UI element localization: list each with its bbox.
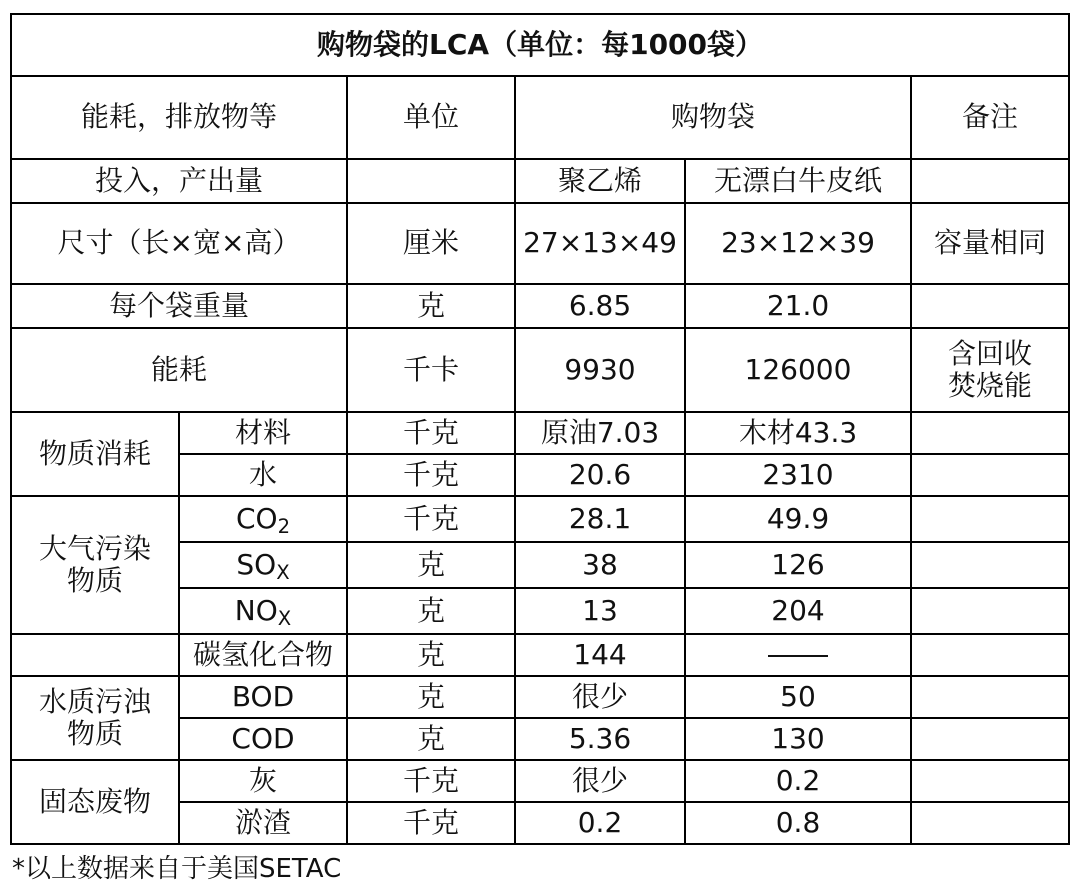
sox-paper: 126 bbox=[685, 542, 911, 588]
footnote: *以上数据来自于美国SETAC bbox=[12, 854, 342, 884]
water-use-pe: 20.6 bbox=[515, 454, 685, 496]
material-item: 材料 bbox=[179, 412, 347, 454]
header-bags: 购物袋 bbox=[515, 76, 911, 159]
air-group bbox=[11, 496, 179, 634]
co2-paper: 49.9 bbox=[685, 496, 911, 542]
table-row bbox=[11, 760, 1069, 802]
hydrocarbon-unit: 克 bbox=[347, 634, 515, 676]
co2-item: $CO_2$ bbox=[179, 496, 347, 542]
ash-unit: 千克 bbox=[347, 760, 515, 802]
hydrocarbon-paper bbox=[685, 634, 911, 676]
energy-remark-line1: 含回收 bbox=[948, 336, 1033, 370]
water-group-line1: 水质污浊 bbox=[38, 684, 151, 718]
energy-pe: 9930 bbox=[515, 328, 685, 412]
material-remark bbox=[911, 412, 1069, 454]
energy-unit: 千卡 bbox=[347, 328, 515, 412]
hydrocarbon-pe: 144 bbox=[515, 634, 685, 676]
bod-remark bbox=[911, 676, 1069, 718]
nox-item: $NO_X$ bbox=[179, 588, 347, 634]
io-remark bbox=[911, 159, 1069, 203]
cod-remark bbox=[911, 718, 1069, 760]
material-group: 物质消耗 bbox=[11, 412, 179, 496]
water-use-paper: 2310 bbox=[685, 454, 911, 496]
energy-label: 能耗 bbox=[11, 328, 347, 412]
weight-pe: 6.85 bbox=[515, 284, 685, 328]
weight-label: 每个袋重量 bbox=[11, 284, 347, 328]
weight-paper: 21.0 bbox=[685, 284, 911, 328]
sox-remark bbox=[911, 542, 1069, 588]
bod-unit: 克 bbox=[347, 676, 515, 718]
cod-unit: 克 bbox=[347, 718, 515, 760]
co2-unit: 千克 bbox=[347, 496, 515, 542]
co2-remark bbox=[911, 496, 1069, 542]
nox-unit: 克 bbox=[347, 588, 515, 634]
nox-remark bbox=[911, 588, 1069, 634]
water-group bbox=[11, 676, 179, 760]
energy-remark-line2: 焚烧能 bbox=[948, 369, 1033, 402]
co2-pe: 28.1 bbox=[515, 496, 685, 542]
dash-mark bbox=[768, 655, 828, 657]
header-item: 能耗，排放物等 bbox=[11, 76, 347, 159]
table-row bbox=[11, 496, 1069, 542]
material-unit: 千克 bbox=[347, 412, 515, 454]
size-paper: 23×12×39 bbox=[685, 203, 911, 284]
weight-remark bbox=[911, 284, 1069, 328]
sludge-item: 淤渣 bbox=[179, 802, 347, 844]
cod-pe: 5.36 bbox=[515, 718, 685, 760]
table-row bbox=[11, 284, 1069, 328]
water-use-item: 水 bbox=[179, 454, 347, 496]
bod-pe: 很少 bbox=[515, 676, 685, 718]
hydrocarbon-item: 碳氢化合物 bbox=[179, 634, 347, 676]
sox-unit: 克 bbox=[347, 542, 515, 588]
water-use-unit: 千克 bbox=[347, 454, 515, 496]
size-label: 尺寸（长×宽×高） bbox=[11, 203, 347, 284]
material-paper: 木材43.3 bbox=[685, 412, 911, 454]
table-row bbox=[11, 412, 1069, 454]
header-unit: 单位 bbox=[347, 76, 515, 159]
sludge-paper: 0.8 bbox=[685, 802, 911, 844]
hydrocarbon-remark bbox=[911, 634, 1069, 676]
energy-paper: 126000 bbox=[685, 328, 911, 412]
sox-item: $SO_X$ bbox=[179, 542, 347, 588]
size-pe: 27×13×49 bbox=[515, 203, 685, 284]
sox-pe: 38 bbox=[515, 542, 685, 588]
size-remark: 容量相同 bbox=[911, 203, 1069, 284]
sludge-remark bbox=[911, 802, 1069, 844]
header-row bbox=[11, 76, 1069, 159]
material-pe: 原油7.03 bbox=[515, 412, 685, 454]
sludge-pe: 0.2 bbox=[515, 802, 685, 844]
bod-item: BOD bbox=[179, 676, 347, 718]
nox-pe: 13 bbox=[515, 588, 685, 634]
title-row bbox=[11, 14, 1069, 76]
io-label: 投入，产出量 bbox=[11, 159, 347, 203]
energy-remark bbox=[911, 328, 1069, 412]
ash-pe: 很少 bbox=[515, 760, 685, 802]
pe-header: 聚乙烯 bbox=[515, 159, 685, 203]
table-row bbox=[11, 203, 1069, 284]
ash-remark bbox=[911, 760, 1069, 802]
table-row bbox=[11, 328, 1069, 412]
cod-item: COD bbox=[179, 718, 347, 760]
io-unit bbox=[347, 159, 515, 203]
table-row bbox=[11, 159, 1069, 203]
water-group-line2: 物质 bbox=[66, 717, 123, 750]
ash-item: 灰 bbox=[179, 760, 347, 802]
sludge-unit: 千克 bbox=[347, 802, 515, 844]
header-remark: 备注 bbox=[911, 76, 1069, 159]
ash-paper: 0.2 bbox=[685, 760, 911, 802]
size-unit: 厘米 bbox=[347, 203, 515, 284]
solid-group: 固态废物 bbox=[11, 760, 179, 844]
water-use-remark bbox=[911, 454, 1069, 496]
nox-paper: 204 bbox=[685, 588, 911, 634]
air-group-line2: 物质 bbox=[66, 564, 123, 597]
air-group-line1: 大气污染 bbox=[38, 531, 151, 565]
paper-header: 无漂白牛皮纸 bbox=[685, 159, 911, 203]
lca-table bbox=[10, 13, 1070, 845]
table-title: 购物袋的LCA（单位：每1000袋） bbox=[11, 14, 1069, 76]
bod-paper: 50 bbox=[685, 676, 911, 718]
cod-paper: 130 bbox=[685, 718, 911, 760]
table-row bbox=[11, 676, 1069, 718]
hydrocarbon-group bbox=[11, 634, 179, 676]
weight-unit: 克 bbox=[347, 284, 515, 328]
table-row bbox=[11, 634, 1069, 676]
